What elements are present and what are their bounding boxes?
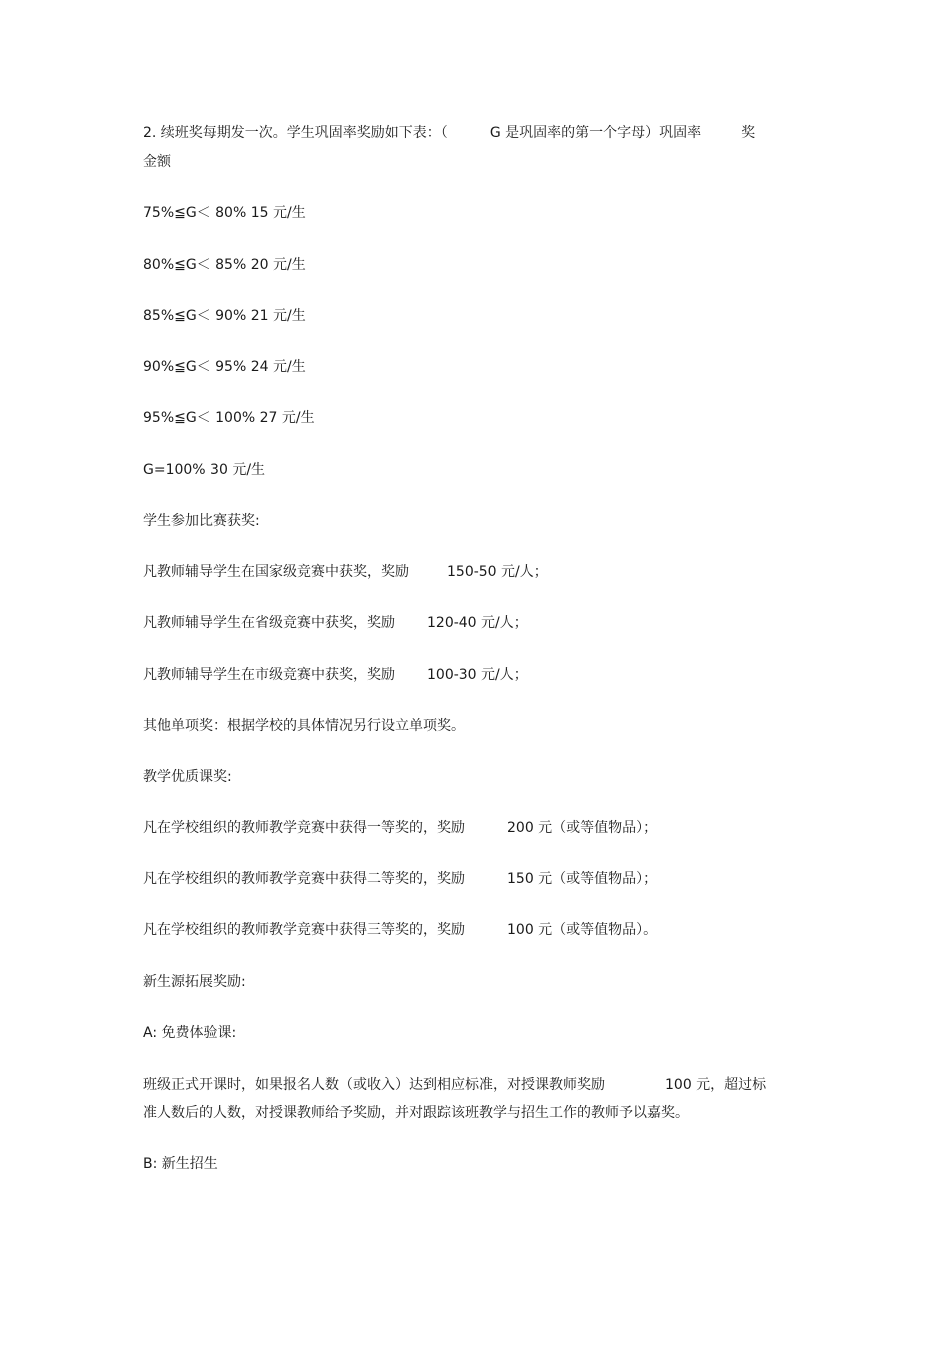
rate-line: 80%≦G＜ 85% 20 元/生: [143, 257, 306, 273]
rate-line: 75%≦G＜ 80% 15 元/生: [143, 205, 306, 221]
quality-heading: 教学优质课奖:: [143, 769, 232, 785]
competition-item-amount: 100-30 元/人；: [427, 667, 528, 683]
quality-item-amount: 150 元（或等值物品）；: [507, 871, 658, 887]
rate-line: 85%≦G＜ 90% 21 元/生: [143, 308, 306, 324]
competition-item: [143, 613, 528, 633]
competition-item-text: 凡教师辅导学生在省级竞赛中获奖，奖励: [143, 615, 395, 631]
competition-item-text: 凡教师辅导学生在国家级竞赛中获奖，奖励: [143, 564, 409, 580]
quality-item-text: 凡在学校组织的教师教学竞赛中获得一等奖的，奖励: [143, 820, 465, 836]
quality-item: [143, 920, 657, 940]
intro-text-1: 2. 续班奖每期发一次。学生巩固率奖励如下表：（: [143, 125, 448, 141]
newstudent-para-text-3: 准人数后的人数，对授课教师给予奖励，并对跟踪该班教学与招生工作的教师予以嘉奖。: [143, 1105, 689, 1121]
quality-item-amount: 200 元（或等值物品）；: [507, 820, 658, 836]
intro-line-2: [143, 152, 171, 172]
newstudent-para-line-1: [143, 1075, 766, 1095]
newstudent-para-text-1: 班级正式开课时，如果报名人数（或收入）达到相应标准，对授课教师奖励: [143, 1077, 605, 1093]
intro-line-1: [143, 123, 755, 143]
competition-item-text: 凡教师辅导学生在市级竞赛中获奖，奖励: [143, 667, 395, 683]
rate-line: G=100% 30 元/生: [143, 462, 266, 478]
quality-item: [143, 869, 657, 889]
intro-text-3: 奖: [741, 125, 756, 141]
competition-item: [143, 665, 528, 685]
competition-heading: 学生参加比赛获奖:: [143, 513, 260, 529]
new-enrollment-label: B: 新生招生: [143, 1156, 218, 1172]
competition-item-amount: 120-40 元/人；: [427, 615, 528, 631]
competition-item-amount: 150-50 元/人；: [447, 564, 548, 580]
newstudent-heading: 新生源拓展奖励:: [143, 974, 246, 990]
competition-item: [143, 562, 548, 582]
quality-item-text: 凡在学校组织的教师教学竞赛中获得三等奖的，奖励: [143, 922, 465, 938]
quality-item-amount: 100 元（或等值物品）。: [507, 922, 658, 938]
free-trial-label: A: 免费体验课:: [143, 1025, 237, 1041]
newstudent-para-line-2: [143, 1103, 689, 1123]
intro-text-4: 金额: [143, 154, 171, 170]
intro-text-2: G 是巩固率的第一个字母）巩固率: [489, 125, 702, 141]
newstudent-para-text-2: 100 元，超过标: [665, 1077, 767, 1093]
other-awards: 其他单项奖：根据学校的具体情况另行设立单项奖。: [143, 718, 465, 734]
quality-item: [143, 818, 657, 838]
rate-line: 95%≦G＜ 100% 27 元/生: [143, 410, 315, 426]
quality-item-text: 凡在学校组织的教师教学竞赛中获得二等奖的，奖励: [143, 871, 465, 887]
rate-line: 90%≦G＜ 95% 24 元/生: [143, 359, 306, 375]
